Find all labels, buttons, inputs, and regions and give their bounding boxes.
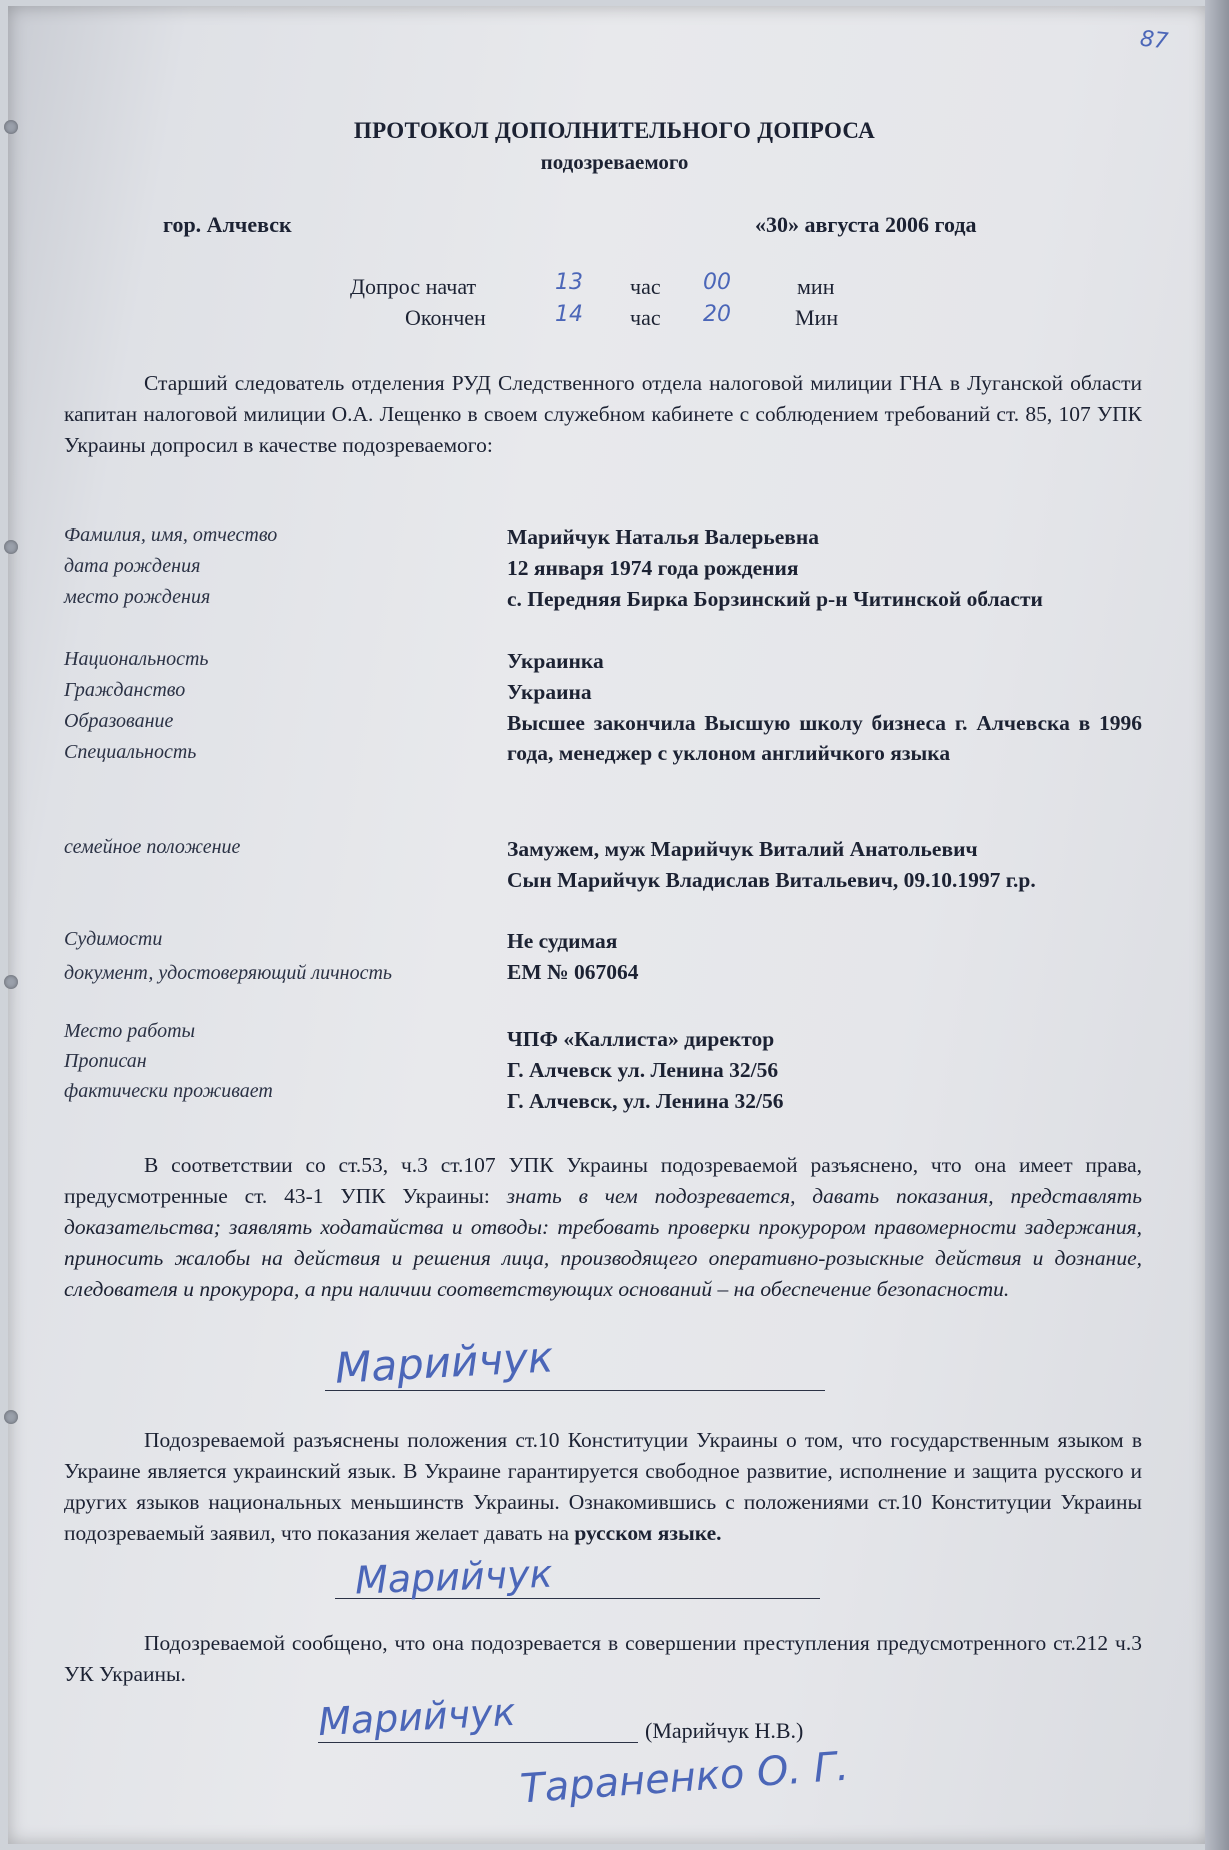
language-choice: русском языке.	[574, 1521, 722, 1545]
hour-label: час	[630, 305, 661, 330]
punch-hole	[4, 1410, 18, 1424]
field-label: Образование	[64, 710, 174, 732]
end-label: Окончен	[405, 305, 486, 330]
suspicion-paragraph: Подозреваемой сообщено, что она подозревается в совершении преступления предусмотренного ст.212 ч.3 УК Украины.	[64, 1631, 1142, 1686]
field-value: Украина	[507, 680, 592, 704]
hour-label: час	[630, 274, 661, 299]
field-label: Национальность	[64, 648, 209, 670]
end-hour: 14	[555, 302, 583, 327]
field-value: 12 января 1974 года рождения	[507, 556, 799, 580]
field-label: Фамилия, имя, отчество	[64, 524, 278, 546]
document-subtitle: подозреваемого	[540, 150, 689, 174]
language-text: Подозреваемой разъяснены положения ст.10 Конституции Украины о том, что государственным языком в Украине является украинский язык. В Украине гарантируется свободное развитие, исполнение и защита русского и других языков национальных меньшинств Украины. Ознакомившись с положениями ст.10 Конституции Украины подозреваемый заявил, что показания желает давать на	[64, 1428, 1142, 1545]
start-hour: 13	[555, 270, 583, 295]
min-label: мин	[797, 274, 835, 299]
start-label: Допрос начат	[350, 274, 477, 299]
city: гор. Алчевск	[163, 212, 292, 237]
page-edge	[1205, 0, 1229, 1850]
rights-list: знать в чем подозревается, давать показания, представлять доказательства; заявлять ходатайства и отводы: требовать проверки прокурором правомерности задержания, приносить жалобы на действия и решения лица, производящего оперативно-розыскные действия и дознание, следователя и прокурора, а при наличии соответствующих оснований – на обеспечение безопасности.	[64, 1184, 1142, 1301]
field-label: Судимости	[64, 928, 163, 950]
signer-name: (Марийчук Н.В.)	[645, 1718, 804, 1743]
field-label: фактически проживает	[64, 1080, 273, 1102]
field-value: Высшее закончила Высшую школу бизнеса г. Алчевска в 1996 года, менеджер с уклоном английчкого языка	[507, 711, 1142, 765]
field-value: Не судимая	[507, 929, 618, 953]
language-paragraph	[64, 1425, 1142, 1549]
field-label: семейное положение	[64, 836, 241, 858]
field-value: ЧПФ «Каллиста» директор	[507, 1027, 775, 1051]
field-value: Сын Марийчук Владислав Витальевич, 09.10.1997 г.р.	[507, 868, 1036, 892]
field-label: дата рождения	[64, 555, 201, 577]
field-label: Прописан	[64, 1050, 147, 1072]
rights-lead: В соответствии со ст.53, ч.3 ст.107 УПК Украины подозреваемой разъяснено, что она имеет права, предусмотренные ст. 43-1 УПК Украины:	[64, 1153, 1142, 1208]
punch-hole	[4, 540, 18, 554]
field-value: Г. Алчевск, ул. Ленина 32/56	[507, 1089, 784, 1113]
document-date: «30» августа 2006 года	[755, 212, 977, 237]
field-value: с. Передняя Бирка Борзинский р-н Читинской области	[507, 587, 1043, 611]
field-value: Г. Алчевск ул. Ленина 32/56	[507, 1058, 779, 1082]
field-value: Замужем, муж Марийчук Виталий Анатольевич	[507, 837, 978, 861]
signature-4: Тараненко О. Г.	[518, 1743, 851, 1813]
rights-paragraph	[64, 1150, 1142, 1305]
min-label: Мин	[795, 305, 839, 330]
page-number: 87	[1138, 26, 1170, 55]
end-min: 20	[703, 302, 731, 327]
signature-line	[318, 1742, 638, 1743]
field-value: Марийчук Наталья Валерьевна	[507, 525, 820, 549]
intro-paragraph: Старший следователь отделения РУД Следственного отдела налоговой милиции ГНА в Луганской области капитан налоговой милиции О.А. Лещенко в своем служебном кабинете с соблюдением требований ст. 85, 107 УПК Украины допросил в качестве подозреваемого:	[64, 371, 1142, 457]
field-label: место рождения	[64, 586, 211, 608]
start-min: 00	[703, 270, 731, 295]
field-label: документ, удостоверяющий личность	[64, 962, 393, 984]
punch-hole	[4, 975, 18, 989]
field-label: Гражданство	[64, 679, 186, 701]
document-title: ПРОТОКОЛ ДОПОЛНИТЕЛЬНОГО ДОПРОСА	[353, 118, 876, 143]
field-label: Место работы	[64, 1020, 196, 1042]
signature-2: Марийчук	[354, 1551, 554, 1603]
signature-3: Марийчук	[316, 1689, 517, 1745]
signature-1: Марийчук	[333, 1332, 555, 1393]
field-value: Украинка	[507, 649, 604, 673]
field-label: Специальность	[64, 741, 197, 763]
document-page	[8, 6, 1208, 1844]
field-value: ЕМ № 067064	[507, 960, 639, 984]
signature-line	[325, 1390, 825, 1391]
